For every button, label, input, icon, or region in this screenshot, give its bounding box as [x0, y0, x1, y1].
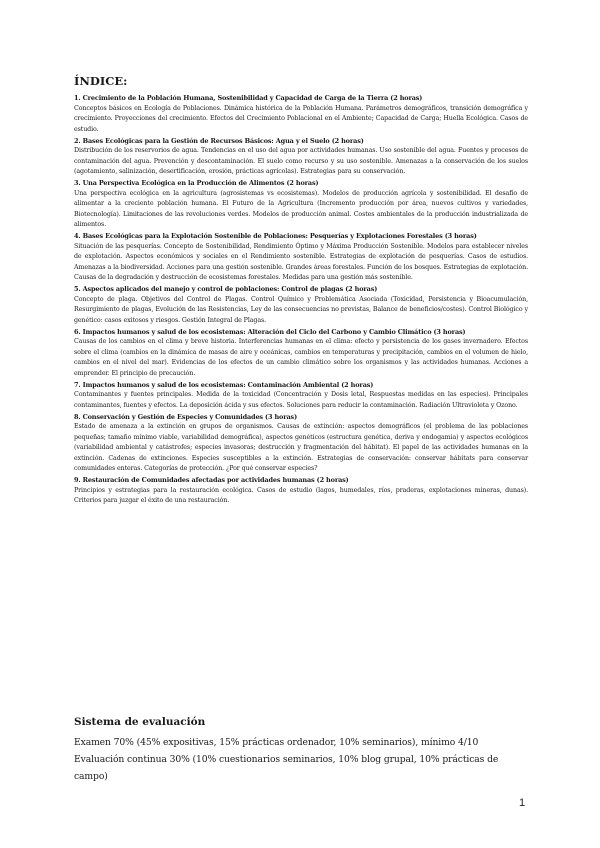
page-number: 1 [519, 797, 526, 809]
section-body: Una perspectiva ecológica en la agricultura (agrosistemas vs ecosistemas). Modelos de producción agrícola y sostenibilidad. El desafío de alimentar a la creciente población humana. El Futuro de la Agricultura (Incremento producción por área, nuevos cultivos y variedades, Biotecnología). Limitaciones de las revoluciones verdes. Modelos de producción animal. Costes ambientales de la producción industrializada de alimentos. [74, 189, 528, 228]
section-5 [74, 284, 528, 326]
section-title: 7. Impactos humanos y salud de los ecosistemas: Contaminación Ambiental (2 horas) [74, 380, 374, 389]
index-heading: ÍNDICE: [74, 74, 128, 88]
evaluation-continuous-line: Evaluación continua 30% (10% cuestionarios seminarios, 10% blog grupal, 10% prácticas de campo) [74, 754, 499, 782]
evaluation-title: Sistema de evaluación [74, 716, 206, 728]
evaluation-exam-line: Examen 70% (45% expositivas, 15% prácticas ordenador, 10% seminarios), mínimo 4/10 [74, 737, 479, 748]
section-body: Distribución de los reservorios de agua. Tendencias en el uso del agua por actividades humanas. Uso sostenible del agua. Fuentes y procesos de contaminación del agua. Prevención y descontaminación. El suelo como recurso y su uso sostenible. Amenazas a la conservación de los suelos (agotamiento, salinización, desertificación, erosión, prácticas agrícolas). Estrategias para su conservación. [74, 147, 528, 175]
section-title: 9. Restauración de Comunidades afectadas por actividades humanas (2 horas) [74, 476, 349, 484]
section-body: Situación de las pesquerías. Concepto de Sostenibilidad, Rendimiento Óptimo y Máxima Producción Sostenible. Modelos para establecer niveles de explotación. Aspectos económicos y sociales en el Rendimiento sostenible. Estrategias de explotación de pesquerías. Casos de estudios. Amenazas a la biodiversidad. Acciones para una gestión sostenible. Grandes áreas forestales. Función de los bosques. Estrategias de explotación. Causas de la degradación y destrucción de ecosistemas forestales. Medidas para una gestión más sostenible. [74, 242, 528, 281]
section-1 [74, 93, 528, 135]
index-content [74, 74, 528, 507]
section-body: Estado de amenaza a la extinción en grupos de organismos. Causas de extinción: aspectos demográficos (el problema de las poblaciones pequeñas; tamaño mínimo viable, variabilidad demográfica), aspectos genéticos (estructura genética, deriva y endogamia) y aspectos ecológicos (variabilidad ambiental y catástrofes; especies invasoras; destrucción y fragmentación del hábitat). El papel de las actividades humanas en la extinción. Cadenas de extinciones. Especies susceptibles a la extinción. Estrategias de conservación: conservar hábitats para conservar comunidades enteras. Categorías de protección. ¿Por qué conservar especies? [74, 423, 528, 472]
section-7 [74, 380, 528, 412]
section-6 [74, 327, 528, 380]
section-body: Causas de los cambios en el clima y breve historia. Interferencias humanas en el clima: efecto y persistencia de los gases invernadero. Efectos sobre el clima (cambios en la dinámica de masas de aire y oceánicas, cambios en temperaturas y precipitación, cambios en el volumen de hielo, cambios en el nivel del mar). Evidencias de los efectos de un cambio climático sobre los organismos y las actividades humanas. Acciones a emprender. El principio de precaución. [74, 338, 528, 377]
section-title: 4. Bases Ecológicas para la Explotación Sostenible de Poblaciones: Pesquerías y Explotaciones Forestales (3 horas) [74, 232, 477, 240]
section-title: 5. Aspectos aplicados del manejo y control de poblaciones: Control de plagas (2 horas) [74, 285, 378, 293]
section-title: 1. Crecimiento de la Población Humana, Sostenibilidad y Capacidad de Carga de la Tierra (2 horas) [74, 94, 423, 102]
section-title: 6. Impactos humanos y salud de los ecosistemas: Alteración del Ciclo del Carbono y Cambio Climático (3 horas) [74, 327, 466, 336]
section-title: 2. Bases Ecológicas para la Gestión de Recursos Básicos: Agua y el Suelo (2 horas) [74, 136, 364, 145]
section-body: Conceptos básicos en Ecología de Poblaciones. Dinámica histórica de la Población Humana. Parámetros demográficos, transición demográfica y crecimiento. Proyecciones del crecimiento. Efectos del Crecimiento Poblacional en el Ambiente; Capacidad de Carga; Huella Ecológica. Casos de estudio. [74, 104, 528, 133]
section-4 [74, 231, 528, 284]
section-9 [74, 475, 528, 507]
section-title: 3. Una Perspectiva Ecológica en la Producción de Alimentos (2 horas) [74, 179, 319, 187]
section-2 [74, 136, 528, 178]
evaluation-section [74, 716, 528, 785]
section-8 [74, 412, 528, 475]
section-body: Concepto de plaga. Objetivos del Control de Plagas. Control Químico y Problemática Asociada (Toxicidad, Persistencia y Bioacumulación, Resurgimiento de plagas, Evolución de las Resistencias, Ley de las consecuencias no previstas, Balance de beneficios/costes). Control Biológico y genético: casos exitosos y riesgos. Gestión Integral de Plagas. [74, 295, 528, 324]
section-title: 8. Conservación y Gestión de Especies y Comunidades (3 horas) [74, 412, 297, 421]
section-body: Contaminantes y fuentes principales. Medida de la toxicidad (Concentración y Dosis letal, Respuestas medidas en las especies). Principales contaminantes, fuentes y efectos. La deposición ácida y sus efectos. Soluciones para reducir la contaminación. Radiación Ultravioleta y Ozono. [74, 391, 528, 409]
section-body: Principios y estrategias para la restauración ecológica. Casos de estudio (lagos, humedales, ríos, praderas, explotaciones mineras, dunas). Criterios para juzgar el éxito de una restauración. [74, 486, 528, 504]
section-3 [74, 178, 528, 231]
